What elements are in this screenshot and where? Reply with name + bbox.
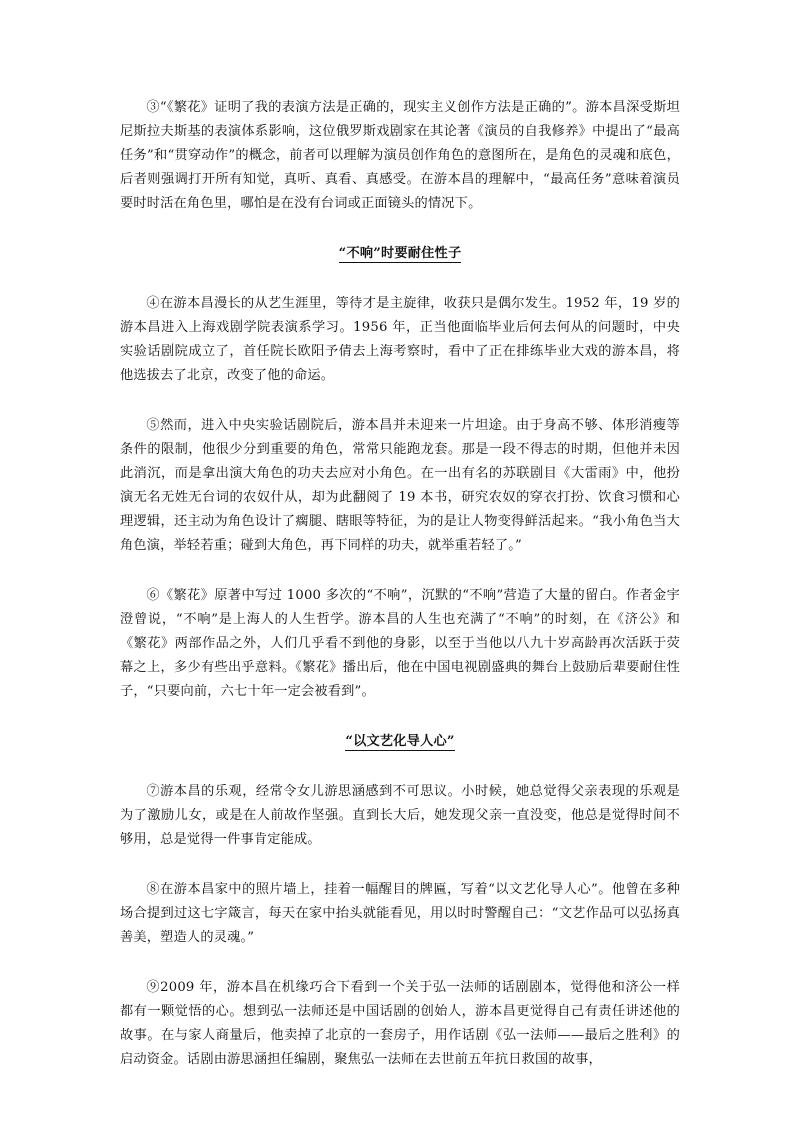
article-body — [120, 96, 680, 1072]
paragraph-3: ③“《繁花》证明了我的表演方法是正确的，现实主义创作方法是正确的”。游本昌深受斯坦尼斯拉夫斯基的表演体系影响，这位俄罗斯戏剧家在其论著《演员的自我修养》中提出了“最高任务”和“贯穿动作”的概念，前者可以理解为演员创作角色的意图所在，是角色的灵魂和底色，后者则强调打开所有知觉，真听、真看、真感受。在游本昌的理解中，“最高任务”意味着演员要时时活在角色里，哪怕是在没有台词或正面镜头的情况下。 — [120, 100, 680, 211]
paragraph-8: ⑧在游本昌家中的照片墙上，挂着一幅醒目的牌匾，写着“以文艺化导人心”。他曾在多种场合提到过这七字箴言，每天在家中抬头就能看见，用以时时警醒自己：“文艺作品可以弘扬真善美，塑造人的灵魂。” — [120, 882, 680, 945]
section-heading-art-text: “以文艺化导人心” — [345, 734, 455, 749]
paragraph-4: ④在游本昌漫长的从艺生涯里，等待才是主旋律，收获只是偶尔发生。1952 年，19 岁的游本昌进入上海戏剧学院表演系学习。1956 年，正当他面临毕业后何去何从的问题时，中央实验话剧院成立了，首任院长欧阳予倩去上海考察时，看中了正在排练毕业大戏的游本昌，将他选拔去了北京，改变了他的命运。 — [120, 296, 680, 383]
section-heading-patience — [120, 242, 680, 266]
paragraph-7: ⑦游本昌的乐观，经常令女儿游思涵感到不可思议。小时候，她总觉得父亲表现的乐观是为了激励儿女，或是在人前故作坚强。直到长大后，她发现父亲一直没变，他总是觉得时间不够用，总是觉得一件事肯定能成。 — [120, 784, 680, 847]
paragraph-9: ⑨2009 年，游本昌在机缘巧合下看到一个关于弘一法师的话剧剧本，觉得他和济公一样都有一颗觉悟的心。想到弘一法师还是中国话剧的创始人，游本昌更觉得自己有责任讲述他的故事。在与家人商量后，他卖掉了北京的一套房子，用作话剧《弘一法师——最后之胜利》的启动资金。话剧由游思涵担任编剧，聚焦弘一法师在去世前五年抗日救国的故事， — [120, 980, 680, 1067]
paragraph-5: ⑤然而，进入中央实验话剧院后，游本昌并未迎来一片坦途。由于身高不够、体形消瘦等条件的限制，他很少分到重要的角色，常常只能跑龙套。那是一段不得志的时期，但他并未因此消沉，而是拿出演大角色的功夫去应对小角色。在一出有名的苏联剧目《大雷雨》中，他扮演无名无姓无台词的农奴什从，却为此翻阅了 19 本书，研究农奴的穿衣打扮、饮食习惯和心理逻辑，还主动为角色设计了瘸腿、瞎眼等特征，为的是让人物变得鲜活起来。“我小角色当大角色演，举轻若重；碰到大角色，再下同样的功夫，就举重若轻了。” — [120, 418, 680, 553]
paragraph-6: ⑥《繁花》原著中写过 1000 多次的“不响”，沉默的“不响”营造了大量的留白。作者金宇澄曾说，“不响”是上海人的人生哲学。游本昌的人生也充满了“不响”的时刻，在《济公》和《繁花》两部作品之外，人们几乎看不到他的身影，以至于当他以八九十岁高龄再次活跃于荧幕之上，多少有些出乎意料。《繁花》播出后，他在中国电视剧盛典的舞台上鼓励后辈要耐住性子，“只要向前，六七十年一定会被看到”。 — [120, 588, 680, 699]
section-heading-art — [120, 730, 680, 754]
section-heading-patience-text: “不响”时要耐住性子 — [338, 246, 462, 261]
